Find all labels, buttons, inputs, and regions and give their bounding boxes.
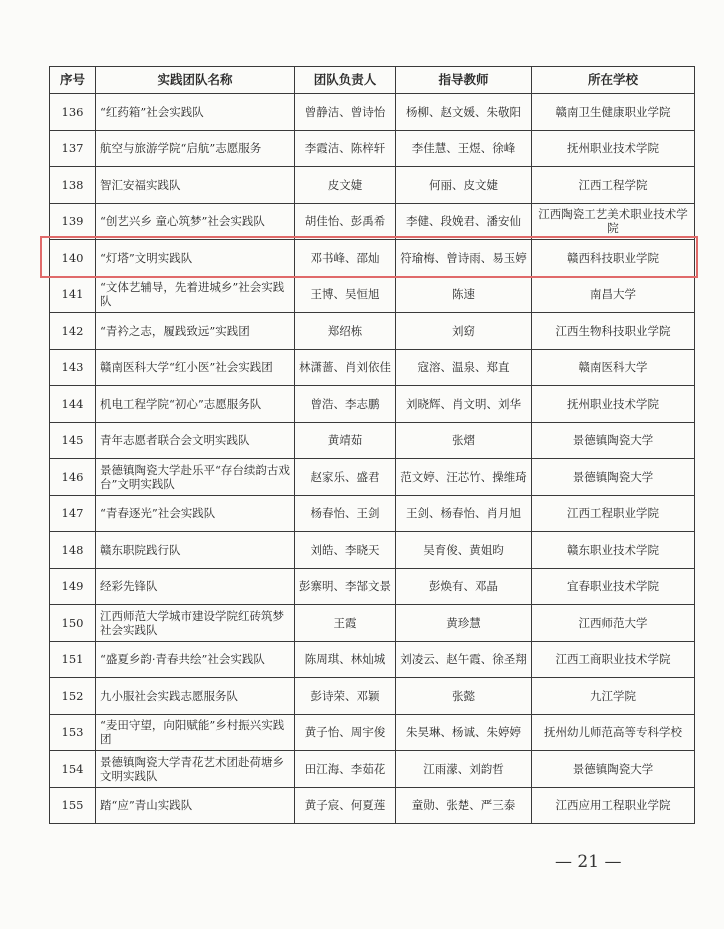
cell-team: “文体艺辅导，先着进城乡”社会实践队	[96, 276, 295, 313]
cell-school: 江西工程学院	[532, 167, 695, 204]
cell-team: “创艺兴乡 童心筑梦”社会实践队	[96, 203, 295, 240]
cell-teacher: 李佳慧、王煜、徐峰	[396, 130, 532, 167]
cell-teacher: 朱昊琳、杨诚、朱婷婷	[396, 714, 532, 751]
cell-no: 155	[50, 787, 96, 824]
cell-no: 142	[50, 313, 96, 350]
cell-team: “麦田守望，向阳赋能”乡村振兴实践团	[96, 714, 295, 751]
cell-leader: 王博、吴恒旭	[295, 276, 396, 313]
cell-team: 赣南医科大学“红小医”社会实践团	[96, 349, 295, 386]
cell-no: 139	[50, 203, 96, 240]
cell-team: 景德镇陶瓷大学赴乐平“存台续韵古戏台”文明实践队	[96, 459, 295, 496]
cell-leader: 邓书峰、邵灿	[295, 240, 396, 277]
header-team: 实践团队名称	[96, 67, 295, 94]
cell-school: 抚州职业技术学院	[532, 386, 695, 423]
table-row	[50, 714, 695, 751]
table-row	[50, 641, 695, 678]
cell-team: “青衿之志，履践致远”实践团	[96, 313, 295, 350]
cell-leader: 林潇蔷、肖刘依佳	[295, 349, 396, 386]
cell-no: 136	[50, 94, 96, 131]
cell-no: 148	[50, 532, 96, 569]
cell-teacher: 范文婷、汪芯竹、操维琦	[396, 459, 532, 496]
table-row	[50, 459, 695, 496]
table-row	[50, 678, 695, 715]
cell-team: 航空与旅游学院“启航”志愿服务	[96, 130, 295, 167]
cell-teacher: 李健、段娩君、潘安仙	[396, 203, 532, 240]
cell-leader: 刘皓、李晓天	[295, 532, 396, 569]
table-row	[50, 751, 695, 788]
cell-no: 145	[50, 422, 96, 459]
cell-leader: 赵家乐、盛君	[295, 459, 396, 496]
cell-leader: 皮文婕	[295, 167, 396, 204]
cell-team: 机电工程学院“初心”志愿服务队	[96, 386, 295, 423]
cell-teacher: 杨柳、赵文媛、朱敬阳	[396, 94, 532, 131]
cell-team: “青春逐光”社会实践队	[96, 495, 295, 532]
cell-team: 智汇安福实践队	[96, 167, 295, 204]
cell-leader: 郑绍栋	[295, 313, 396, 350]
cell-school: 江西师范大学	[532, 605, 695, 642]
table-row	[50, 787, 695, 824]
header-leader: 团队负责人	[295, 67, 396, 94]
table-row	[50, 94, 695, 131]
cell-teacher: 符瑜梅、曾诗雨、易玉婷	[396, 240, 532, 277]
cell-school: 景德镇陶瓷大学	[532, 459, 695, 496]
cell-team: 青年志愿者联合会文明实践队	[96, 422, 295, 459]
table-row	[50, 240, 695, 277]
cell-teacher: 刘窈	[396, 313, 532, 350]
table-row	[50, 495, 695, 532]
cell-teacher: 彭焕有、邓晶	[396, 568, 532, 605]
cell-school: 抚州职业技术学院	[532, 130, 695, 167]
cell-school: 江西工程职业学院	[532, 495, 695, 532]
cell-no: 152	[50, 678, 96, 715]
cell-no: 138	[50, 167, 96, 204]
cell-leader: 曾静洁、曾诗怡	[295, 94, 396, 131]
cell-leader: 胡佳怡、彭禹希	[295, 203, 396, 240]
cell-no: 151	[50, 641, 96, 678]
cell-no: 150	[50, 605, 96, 642]
cell-teacher: 江雨濛、刘韵哲	[396, 751, 532, 788]
cell-school: 江西陶瓷工艺美术职业技术学院	[532, 203, 695, 240]
table-row	[50, 605, 695, 642]
cell-school: 景德镇陶瓷大学	[532, 422, 695, 459]
cell-school: 江西应用工程职业学院	[532, 787, 695, 824]
cell-leader: 彭诗荣、邓颖	[295, 678, 396, 715]
table-row	[50, 313, 695, 350]
cell-leader: 黄子怡、周宇俊	[295, 714, 396, 751]
cell-teacher: 刘晓辉、肖文明、刘华	[396, 386, 532, 423]
cell-no: 147	[50, 495, 96, 532]
table-header-row	[50, 67, 695, 94]
cell-teacher: 吴育俊、黄姐昀	[396, 532, 532, 569]
cell-school: 景德镇陶瓷大学	[532, 751, 695, 788]
cell-teacher: 黄珍慧	[396, 605, 532, 642]
table-row	[50, 203, 695, 240]
cell-teacher: 王剑、杨春怡、肖月旭	[396, 495, 532, 532]
cell-team: 赣东职院践行队	[96, 532, 295, 569]
table-row	[50, 532, 695, 569]
cell-teacher: 陈速	[396, 276, 532, 313]
cell-leader: 杨春怡、王剑	[295, 495, 396, 532]
cell-no: 140	[50, 240, 96, 277]
cell-leader: 田江海、李茹花	[295, 751, 396, 788]
cell-leader: 彭寨明、李郜文景	[295, 568, 396, 605]
cell-teacher: 刘凌云、赵午霞、徐圣翔	[396, 641, 532, 678]
page-number: — 21 —	[555, 852, 622, 872]
cell-school: 宜春职业技术学院	[532, 568, 695, 605]
team-roster-table	[49, 66, 695, 824]
table-row	[50, 386, 695, 423]
cell-school: 赣东职业技术学院	[532, 532, 695, 569]
table-row	[50, 349, 695, 386]
table-row	[50, 130, 695, 167]
cell-leader: 黄子宸、何夏莲	[295, 787, 396, 824]
table-row	[50, 167, 695, 204]
cell-team: 踏“应”青山实践队	[96, 787, 295, 824]
cell-no: 153	[50, 714, 96, 751]
cell-school: 赣西科技职业学院	[532, 240, 695, 277]
header-no: 序号	[50, 67, 96, 94]
cell-school: 抚州幼儿师范高等专科学校	[532, 714, 695, 751]
cell-team: 九小服社会实践志愿服务队	[96, 678, 295, 715]
cell-school: 江西生物科技职业学院	[532, 313, 695, 350]
table-row	[50, 422, 695, 459]
cell-leader: 陈周琪、林灿城	[295, 641, 396, 678]
cell-leader: 李霞洁、陈梓轩	[295, 130, 396, 167]
cell-no: 144	[50, 386, 96, 423]
cell-school: 南昌大学	[532, 276, 695, 313]
cell-teacher: 寇溶、温泉、郑直	[396, 349, 532, 386]
cell-teacher: 何丽、皮文婕	[396, 167, 532, 204]
cell-teacher: 张懿	[396, 678, 532, 715]
cell-no: 149	[50, 568, 96, 605]
cell-leader: 黄靖茹	[295, 422, 396, 459]
cell-school: 江西工商职业技术学院	[532, 641, 695, 678]
cell-no: 154	[50, 751, 96, 788]
cell-team: 江西师范大学城市建设学院红砖筑梦社会实践队	[96, 605, 295, 642]
cell-school: 赣南医科大学	[532, 349, 695, 386]
cell-teacher: 张熠	[396, 422, 532, 459]
header-teacher: 指导教师	[396, 67, 532, 94]
cell-teacher: 童勋、张楚、严三泰	[396, 787, 532, 824]
cell-no: 146	[50, 459, 96, 496]
cell-team: “灯塔”文明实践队	[96, 240, 295, 277]
cell-team: “盛夏乡韵·青春共绘”社会实践队	[96, 641, 295, 678]
cell-no: 141	[50, 276, 96, 313]
cell-leader: 王霞	[295, 605, 396, 642]
table-row	[50, 568, 695, 605]
cell-team: 经彩先锋队	[96, 568, 295, 605]
cell-leader: 曾浩、李志鹏	[295, 386, 396, 423]
cell-team: 景德镇陶瓷大学青花艺术团赴荷塘乡文明实践队	[96, 751, 295, 788]
table-row	[50, 276, 695, 313]
cell-no: 137	[50, 130, 96, 167]
cell-no: 143	[50, 349, 96, 386]
cell-school: 九江学院	[532, 678, 695, 715]
header-school: 所在学校	[532, 67, 695, 94]
cell-team: “红药箱”社会实践队	[96, 94, 295, 131]
cell-school: 赣南卫生健康职业学院	[532, 94, 695, 131]
